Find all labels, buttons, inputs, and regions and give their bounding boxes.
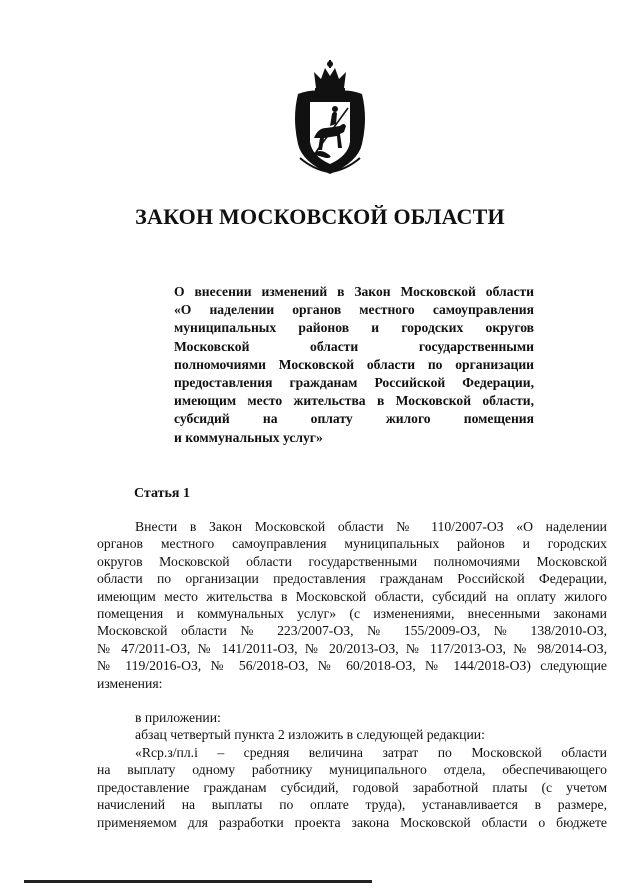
subject-line: полномочиями Московской области по организации — [174, 356, 534, 372]
subject-line: субсидий на оплату жилого помещения — [174, 411, 534, 427]
article-body — [97, 518, 607, 831]
quote-line: «Rср.з/пл.i – средняя величина затрат по Московской области — [135, 744, 607, 760]
paragraph-line: области по организации предоставления гражданам Российской Федерации, — [97, 571, 607, 587]
subject-line: «О наделении органов местного самоуправления — [174, 302, 534, 318]
subject-line: О внесении изменений в Закон Московской области — [174, 284, 534, 299]
moscow-oblast-coat-of-arms-icon — [290, 58, 370, 176]
subject-line: муниципальных районов и городских округов — [174, 320, 534, 336]
paragraph-line: Московской области № 223/2007-ОЗ, № 155/2009-ОЗ, № 138/2010-ОЗ, — [97, 623, 607, 639]
quote-line: на выплату одному работнику муниципального отдела, обеспечивающего — [97, 762, 607, 778]
paragraph-line: имеющим место жительства в Московской области, субсидий на оплату жилого — [97, 588, 607, 604]
appendix-line: в приложении: — [135, 710, 221, 726]
article-heading: Статья 1 — [134, 486, 190, 501]
subject-line: предоставления гражданам Российской Федерации, — [174, 375, 534, 391]
paragraph-line: органов местного самоуправления муниципальных районов и городских — [97, 536, 607, 552]
paragraph-line: № 47/2011-ОЗ, № 141/2011-ОЗ, № 20/2013-ОЗ, № 117/2013-ОЗ, № 98/2014-ОЗ, — [97, 640, 607, 656]
quote-line: применяемом для разработки проекта закона Московской области о бюджете — [97, 814, 607, 830]
paragraph-line: помещения и коммунальных услуг» (с изменениями, внесенными законами — [97, 606, 607, 622]
subject-line: Московской области государственными — [174, 338, 534, 354]
subject-line: имеющим место жительства в Московской области, — [174, 393, 534, 409]
quote-line: начислений на выплаты по оплате труда), устанавливается в размере, — [97, 797, 607, 813]
instruction-line: абзац четвертый пункта 2 изложить в следующей редакции: — [135, 727, 485, 743]
paragraph-line: изменения: — [97, 675, 163, 691]
paragraph-line: Внести в Закон Московской области № 110/2007-ОЗ «О наделении — [135, 519, 607, 534]
paragraph-line: округов Московской области государственными полномочиями Московской — [97, 553, 607, 569]
law-subject — [174, 283, 534, 447]
quote-line: предоставление гражданам субсидий, годовой заработной платы (с учетом — [97, 779, 607, 795]
page-bottom-rule — [24, 880, 372, 883]
paragraph-line: № 119/2016-ОЗ, № 56/2018-ОЗ, № 60/2018-ОЗ, № 144/2018-ОЗ) следующие — [97, 658, 607, 674]
document-title: ЗАКОН МОСКОВСКОЙ ОБЛАСТИ — [135, 204, 505, 229]
subject-line: и коммунальных услуг» — [174, 429, 323, 445]
